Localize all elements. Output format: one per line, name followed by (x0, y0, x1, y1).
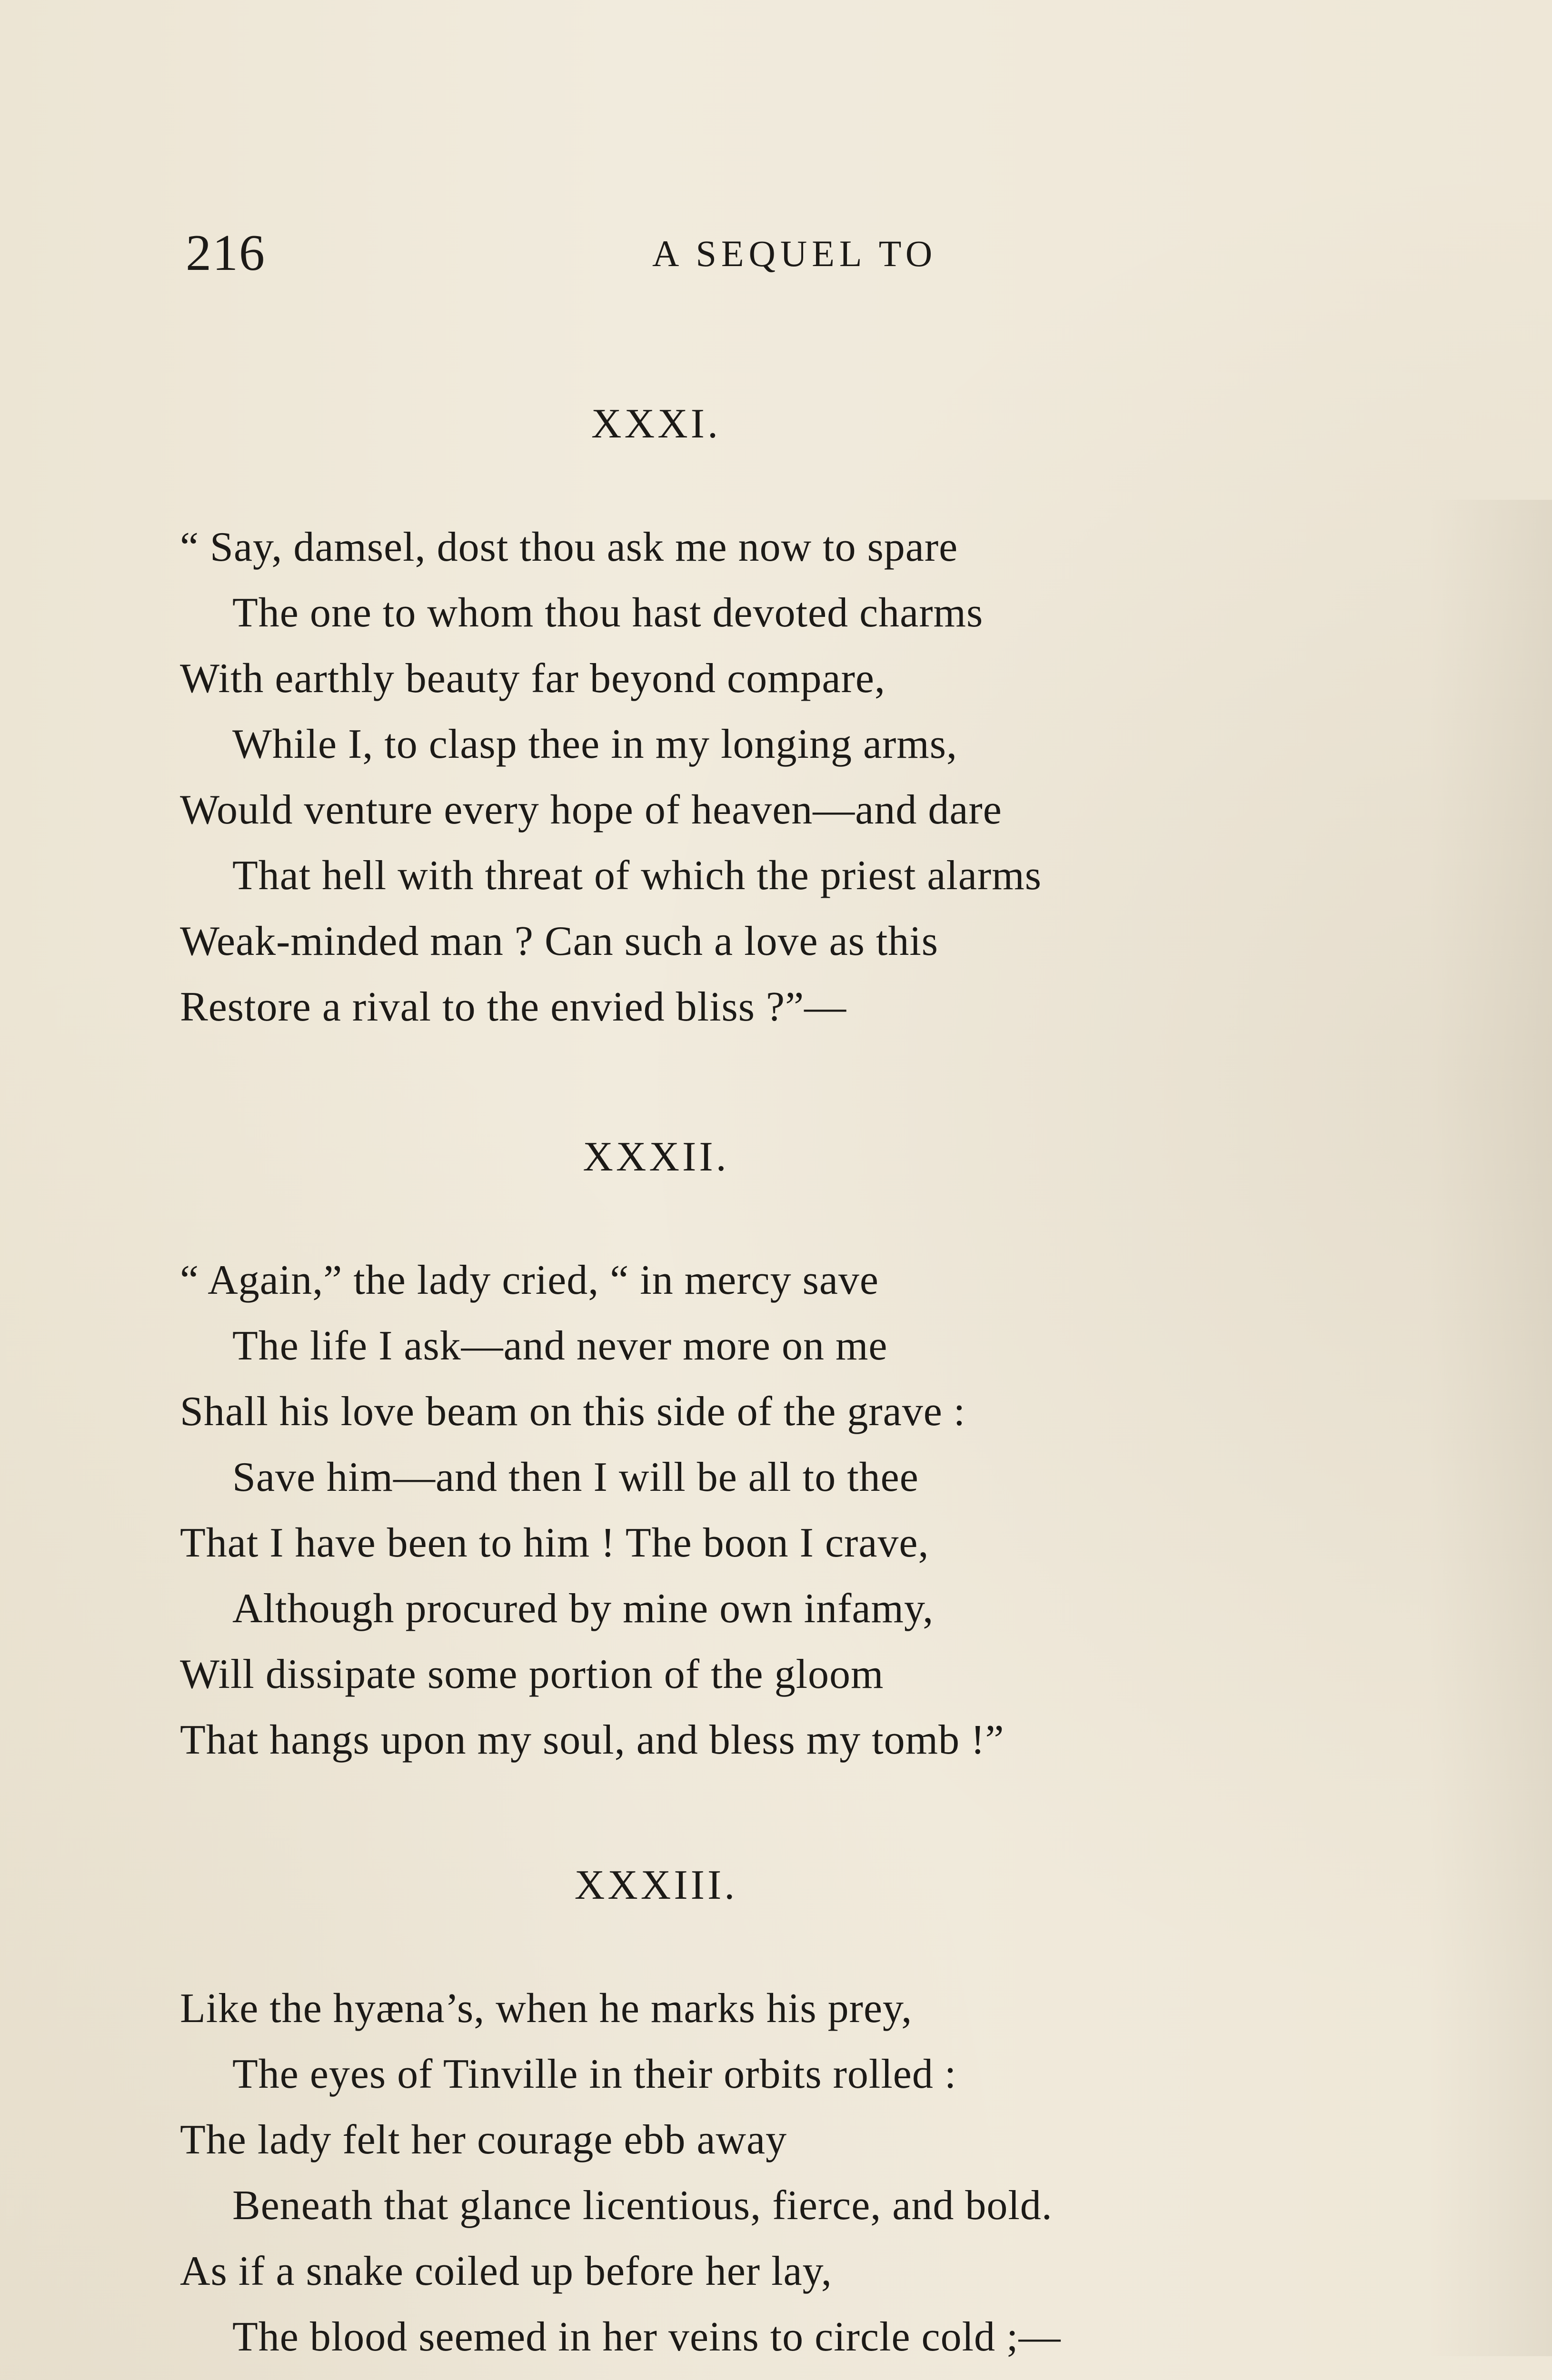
stanza-line: “ Again,” the lady cried, “ in mercy save (180, 1257, 879, 1303)
stanza-line: Beneath that glance licentious, fierce, and bold. (232, 2182, 1053, 2229)
stanza-line: Restore a rival to the envied bliss ?”— (180, 984, 847, 1030)
stanza-line: That I have been to him ! The boon I crave, (180, 1520, 929, 1566)
stanza-line: As if a snake coiled up before her lay, (180, 2248, 832, 2294)
stanza-line: The life I ask—and never more on me (232, 1323, 888, 1369)
stanza-line: With earthly beauty far beyond compare, (180, 655, 885, 702)
stanza-line: While I, to clasp thee in my longing arms, (232, 721, 958, 767)
stanza-line (180, 2370, 1418, 2380)
stanza-line: The eyes of Tinville in their orbits rolled : (232, 2051, 957, 2097)
stanza-line: That hangs upon my soul, and bless my tomb !” (180, 1717, 1005, 1763)
stanza-xxxi (180, 400, 1418, 1040)
stanza-line: Shall his love beam on this side of the grave : (180, 1388, 966, 1435)
stanza-line: Save him—and then I will be all to thee (232, 1454, 919, 1500)
stanza-line: Will dissipate some portion of the gloom (180, 1651, 884, 1697)
stanza-line: Although procured by mine own infamy, (232, 1586, 934, 1632)
stanza-line: The lady felt her courage ebb away (180, 2117, 787, 2163)
stanza-line: The blood seemed in her veins to circle cold ;— (232, 2314, 1061, 2360)
stanza-line: The one to whom thou hast devoted charms (232, 590, 984, 636)
stanza-line: Like the hyæna’s, when he marks his prey, (180, 1985, 913, 2032)
stanza-xxxii (180, 1133, 1418, 1773)
stanza-xxxiii (180, 1861, 1418, 2380)
page-number: 216 (186, 225, 266, 281)
stanza-line: Would venture every hope of heaven—and dare (180, 787, 1002, 833)
running-title: A SEQUEL TO (652, 233, 937, 274)
stanza-line: Weak-minded man ? Can such a love as this (180, 918, 939, 964)
stanza-number: XXXIII. (574, 1862, 738, 1908)
show-through-shadow (1428, 500, 1552, 2356)
stanza-number: XXXII. (583, 1134, 729, 1180)
stanza-line: “ Say, damsel, dost thou ask me now to spare (180, 524, 958, 570)
running-head (186, 224, 1328, 286)
stanza-number: XXXI. (591, 401, 721, 447)
stanza-line: That hell with threat of which the priest alarms (232, 853, 1042, 899)
